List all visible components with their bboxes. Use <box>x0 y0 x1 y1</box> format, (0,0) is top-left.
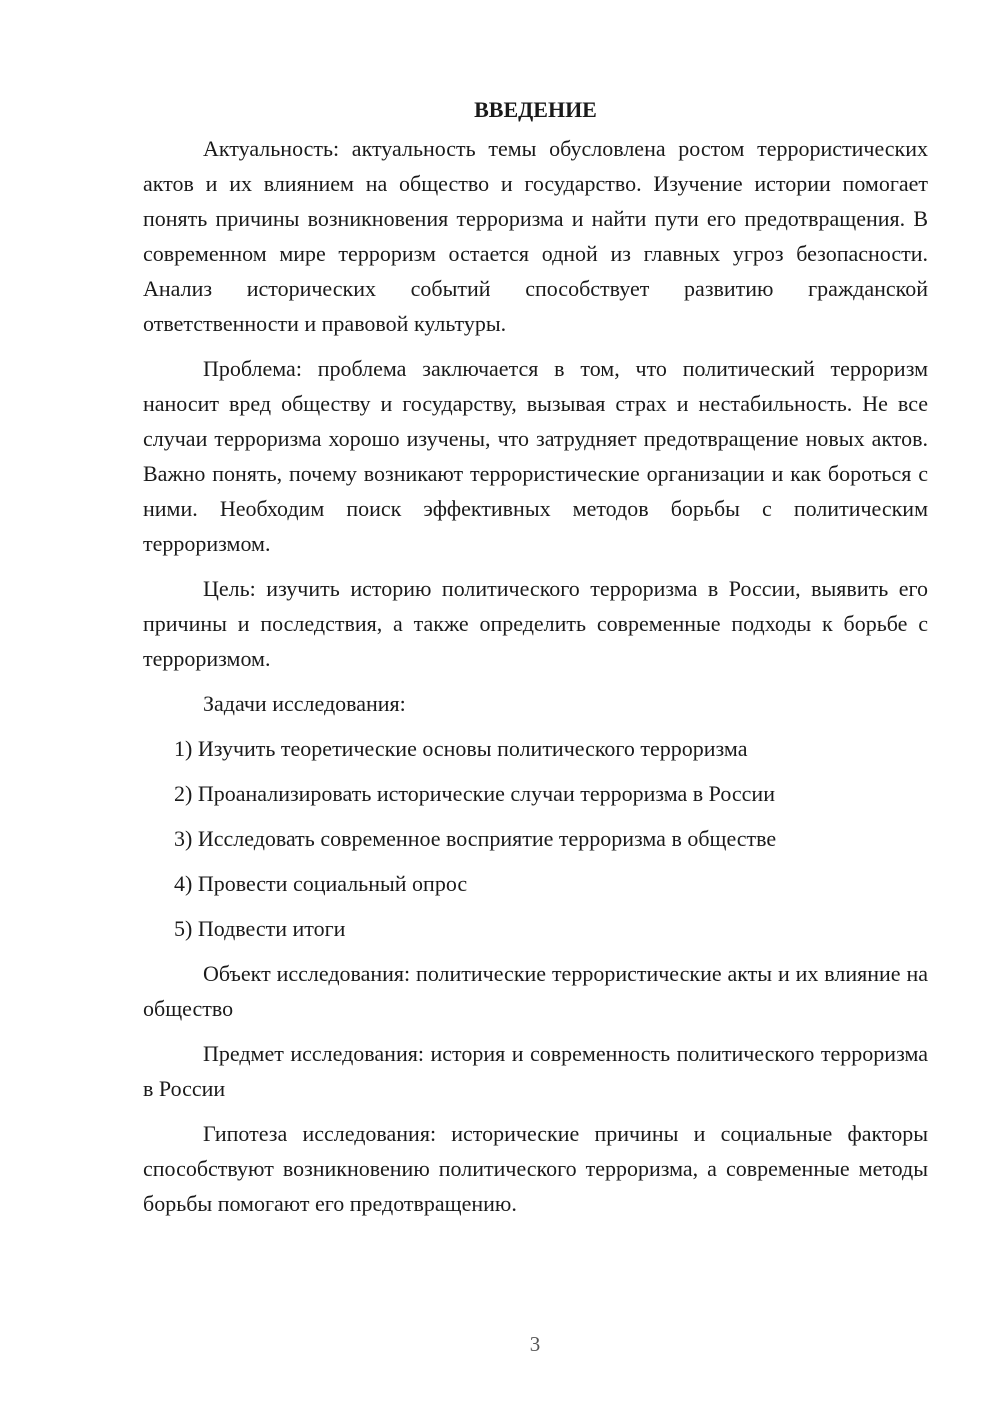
task-item-1: 1) Изучить теоретические основы политического терроризма <box>174 736 748 761</box>
subject-paragraph: Предмет исследования: история и современность политического терроризма в России <box>143 1041 928 1101</box>
hypothesis-paragraph: Гипотеза исследования: исторические причины и социальные факторы способствуют возникновению политического терроризма, а современные методы борьбы помогают его предотвращению. <box>143 1121 928 1216</box>
document-body <box>143 92 928 1231</box>
task-item-2: 2) Проанализировать исторические случаи терроризма в России <box>174 781 775 806</box>
problem-paragraph: Проблема: проблема заключается в том, что политический терроризм наносит вред обществу и государству, вызывая страх и нестабильность. Не все случаи терроризма хорошо изучены, что затрудняет предотвращение новых актов. Важно понять, почему возникают террористические организации и как бороться с ними. Необходим поиск эффективных методов борьбы с политическим терроризмом. <box>143 356 928 556</box>
task-item-4: 4) Провести социальный опрос <box>174 871 468 896</box>
page-number: 3 <box>529 1332 541 1356</box>
task-item-5: 5) Подвести итоги <box>174 916 346 941</box>
goal-paragraph: Цель: изучить историю политического терроризма в России, выявить его причины и последствия, а также определить современные подходы к борьбе с терроризмом. <box>143 576 928 671</box>
tasks-intro: Задачи исследования: <box>203 691 406 716</box>
task-item-3: 3) Исследовать современное восприятие терроризма в обществе <box>174 826 777 851</box>
tasks-list <box>143 731 928 946</box>
object-paragraph: Объект исследования: политические террористические акты и их влияние на общество <box>143 961 928 1021</box>
section-heading: ВВЕДЕНИЕ <box>474 97 597 122</box>
relevance-paragraph: Актуальность: актуальность темы обусловлена ростом террористических актов и их влиянием на общество и государство. Изучение истории помогает понять причины возникновения терроризма и найти пути его предотвращения. В современном мире терроризм остается одной из главных угроз безопасности. Анализ исторических событий способствует развитию гражданской ответственности и правовой культуры. <box>143 136 928 336</box>
